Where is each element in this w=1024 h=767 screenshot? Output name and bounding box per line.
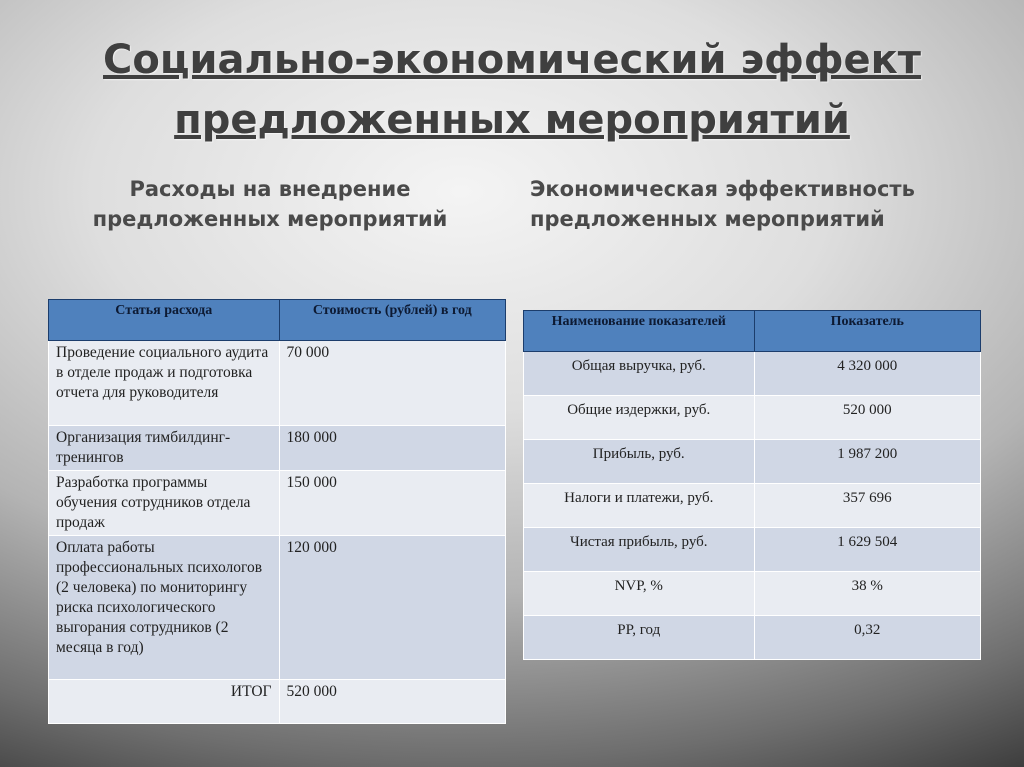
expense-cost-cell: 180 000 (279, 426, 506, 471)
indicator-value-cell: 357 696 (754, 484, 981, 528)
indicator-name-cell: Чистая прибыль, руб. (524, 528, 755, 572)
expense-cost-cell: 70 000 (279, 341, 506, 426)
expense-cost-cell: 150 000 (279, 471, 506, 536)
total-label: ИТОГ (49, 680, 280, 724)
table-row (49, 426, 506, 471)
expense-cost-cell: 120 000 (279, 536, 506, 680)
table-row (524, 528, 981, 572)
table-row (49, 341, 506, 426)
indicator-value-cell: 1 629 504 (754, 528, 981, 572)
table-row (49, 471, 506, 536)
expenses-heading (40, 174, 500, 234)
table-row (524, 616, 981, 660)
indicator-value-cell: 38 % (754, 572, 981, 616)
table-row (524, 440, 981, 484)
column-header-annual-cost: Стоимость (рублей) в год (279, 300, 506, 341)
slide-title-line-1: Социально-экономический эффект (103, 37, 921, 83)
efficiency-heading (530, 174, 990, 234)
expense-item-cell: Проведение социального аудита в отделе продаж и подготовка отчета для руководителя (49, 341, 280, 426)
indicator-name-cell: Налоги и платежи, руб. (524, 484, 755, 528)
indicator-name-cell: Общие издержки, руб. (524, 396, 755, 440)
indicator-value-cell: 520 000 (754, 396, 981, 440)
column-header-expense-item: Статья расхода (49, 300, 280, 341)
indicator-value-cell: 0,32 (754, 616, 981, 660)
indicator-name-cell: NVP, % (524, 572, 755, 616)
slide-title (0, 30, 1024, 150)
indicator-name-cell: Общая выручка, руб. (524, 352, 755, 396)
table-row (524, 396, 981, 440)
slide-title-line-2: предложенных мероприятий (174, 97, 850, 143)
expenses-heading-line-2: предложенных мероприятий (92, 207, 448, 231)
indicator-value-cell: 1 987 200 (754, 440, 981, 484)
table-header-row (524, 311, 981, 352)
expense-table (48, 299, 506, 724)
expenses-heading-line-1: Расходы на внедрение (129, 177, 411, 201)
expense-item-cell: Организация тимбилдинг-тренингов (49, 426, 280, 471)
expense-item-cell: Разработка программы обучения сотрудников отдела продаж (49, 471, 280, 536)
table-total-row (49, 680, 506, 724)
table-row (49, 536, 506, 680)
efficiency-heading-line-2: предложенных мероприятий (530, 207, 885, 231)
indicator-name-cell: Прибыль, руб. (524, 440, 755, 484)
column-header-indicator-name: Наименование показателей (524, 311, 755, 352)
table-row (524, 352, 981, 396)
table-row (524, 572, 981, 616)
efficiency-heading-line-1: Экономическая эффективность (530, 177, 915, 201)
total-value: 520 000 (279, 680, 506, 724)
indicator-name-cell: PP, год (524, 616, 755, 660)
table-row (524, 484, 981, 528)
table-header-row (49, 300, 506, 341)
column-header-indicator-value: Показатель (754, 311, 981, 352)
indicator-table (523, 310, 981, 660)
expense-item-cell: Оплата работы профессиональных психологов (2 человека) по мониторингу риска психологического выгорания сотрудников (2 месяца в год) (49, 536, 280, 680)
indicator-value-cell: 4 320 000 (754, 352, 981, 396)
